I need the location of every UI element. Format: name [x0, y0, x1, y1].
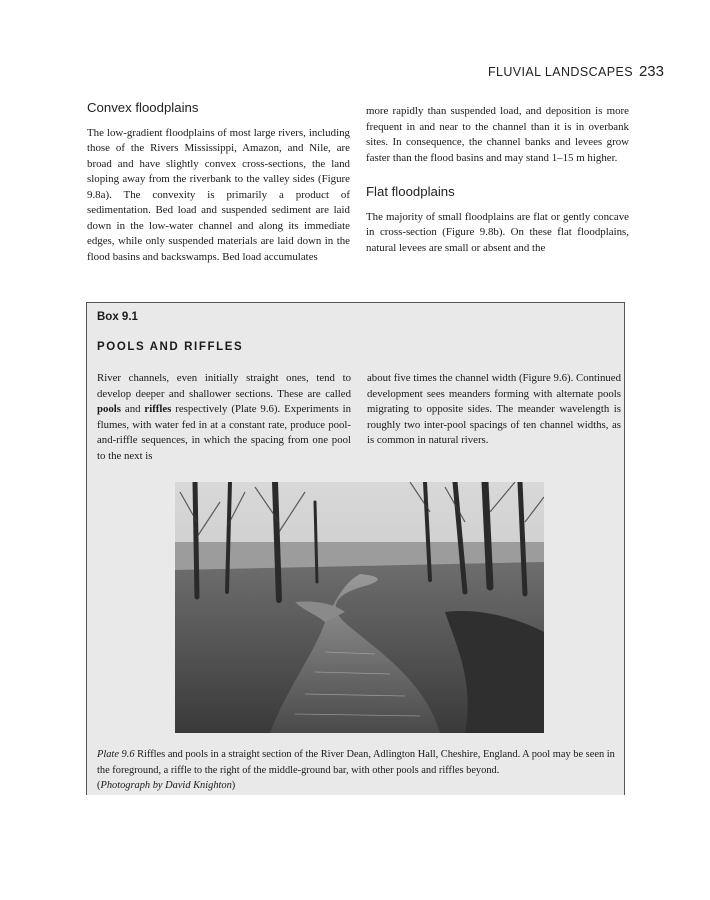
box-left-text-and: and: [121, 403, 145, 416]
section-heading-convex: Convex floodplains: [87, 100, 199, 115]
box-9-1: [86, 302, 625, 795]
photo-credit: Photograph by David Knighton: [100, 780, 232, 791]
box-left-column: [97, 371, 351, 465]
running-title: FLUVIAL LANDSCAPES: [487, 65, 633, 79]
plate-label: Plate 9.6: [97, 749, 135, 760]
river-photo: [175, 482, 544, 733]
term-pools: pools: [97, 403, 122, 416]
box-right-column: [367, 371, 621, 449]
river-photo-image: [175, 482, 544, 733]
section-heading-flat: Flat floodplains: [366, 184, 455, 199]
left-column-text: The low-gradient floodplains of most large rivers, including those of the Rivers Mississippi, Amazon, and Nile, are broad and have slightly convex cross-sections, the land sloping away from the riverbank to the valley sides (Figure 9.8a). The convexity is primarily a product of sedimentation. Bed load and suspended sediment are laid down in the low-water channel and along its immediate edges, while only suspended materials are laid down in the flood basins and backswamps. Bed load accumulates: [87, 126, 350, 263]
box-right-text: about five times the channel width (Figure 9.6). Continued development sees meanders forming with alternate pools migrating to opposite sides. The meander wavelength is roughly two inter-pool spacings of ten channel widths, as is common in natural rivers.: [367, 372, 621, 447]
box-label: Box 9.1: [97, 311, 138, 323]
left-column: [87, 100, 350, 265]
photo-caption: Plate 9.6 Riffles and pools in a straight section of the River Dean, Adlington Hall, Cheshire, England. A pool may be seen in the foreground, a riffle to the right of the middle-ground bar, with other pools and riffles beyond. (Photograph by David Knighton): [97, 749, 615, 791]
running-head: [488, 63, 664, 80]
right-column-text-top: more rapidly than suspended load, and deposition is more frequent in and near to the channel than it is in overbank sites. In consequence, the channel banks and levees grow faster than the flood basins and may stand 1–15 m higher.: [366, 105, 629, 164]
page-number: 233: [638, 63, 664, 80]
term-riffles: riffles: [144, 403, 172, 416]
right-column: [366, 104, 629, 256]
box-title: POOLS AND RIFFLES: [97, 341, 244, 353]
box-left-text: [97, 371, 351, 465]
box-left-text-1: River channels, even initially straight ones, tend to develop deeper and shallower sections. These are called: [97, 372, 351, 400]
box-left-text-2: respectively (Plate 9.6). Experiments in flumes, with water fed in at a constant rate, produce pool-and-riffle sequences, in which the spacing from one pool to the next is: [97, 403, 351, 462]
caption-text: Riffles and pools in a straight section of the River Dean, Adlington Hall, Cheshire, England. A pool may be seen in the foreground, a riffle to the right of the middle-ground bar, with other pools and riffles beyond.: [97, 749, 615, 776]
right-column-text-bottom: The majority of small floodplains are flat or gently concave in cross-section (Figure 9.8b). On these flat floodplains, natural levees are small or absent and the: [366, 210, 629, 254]
